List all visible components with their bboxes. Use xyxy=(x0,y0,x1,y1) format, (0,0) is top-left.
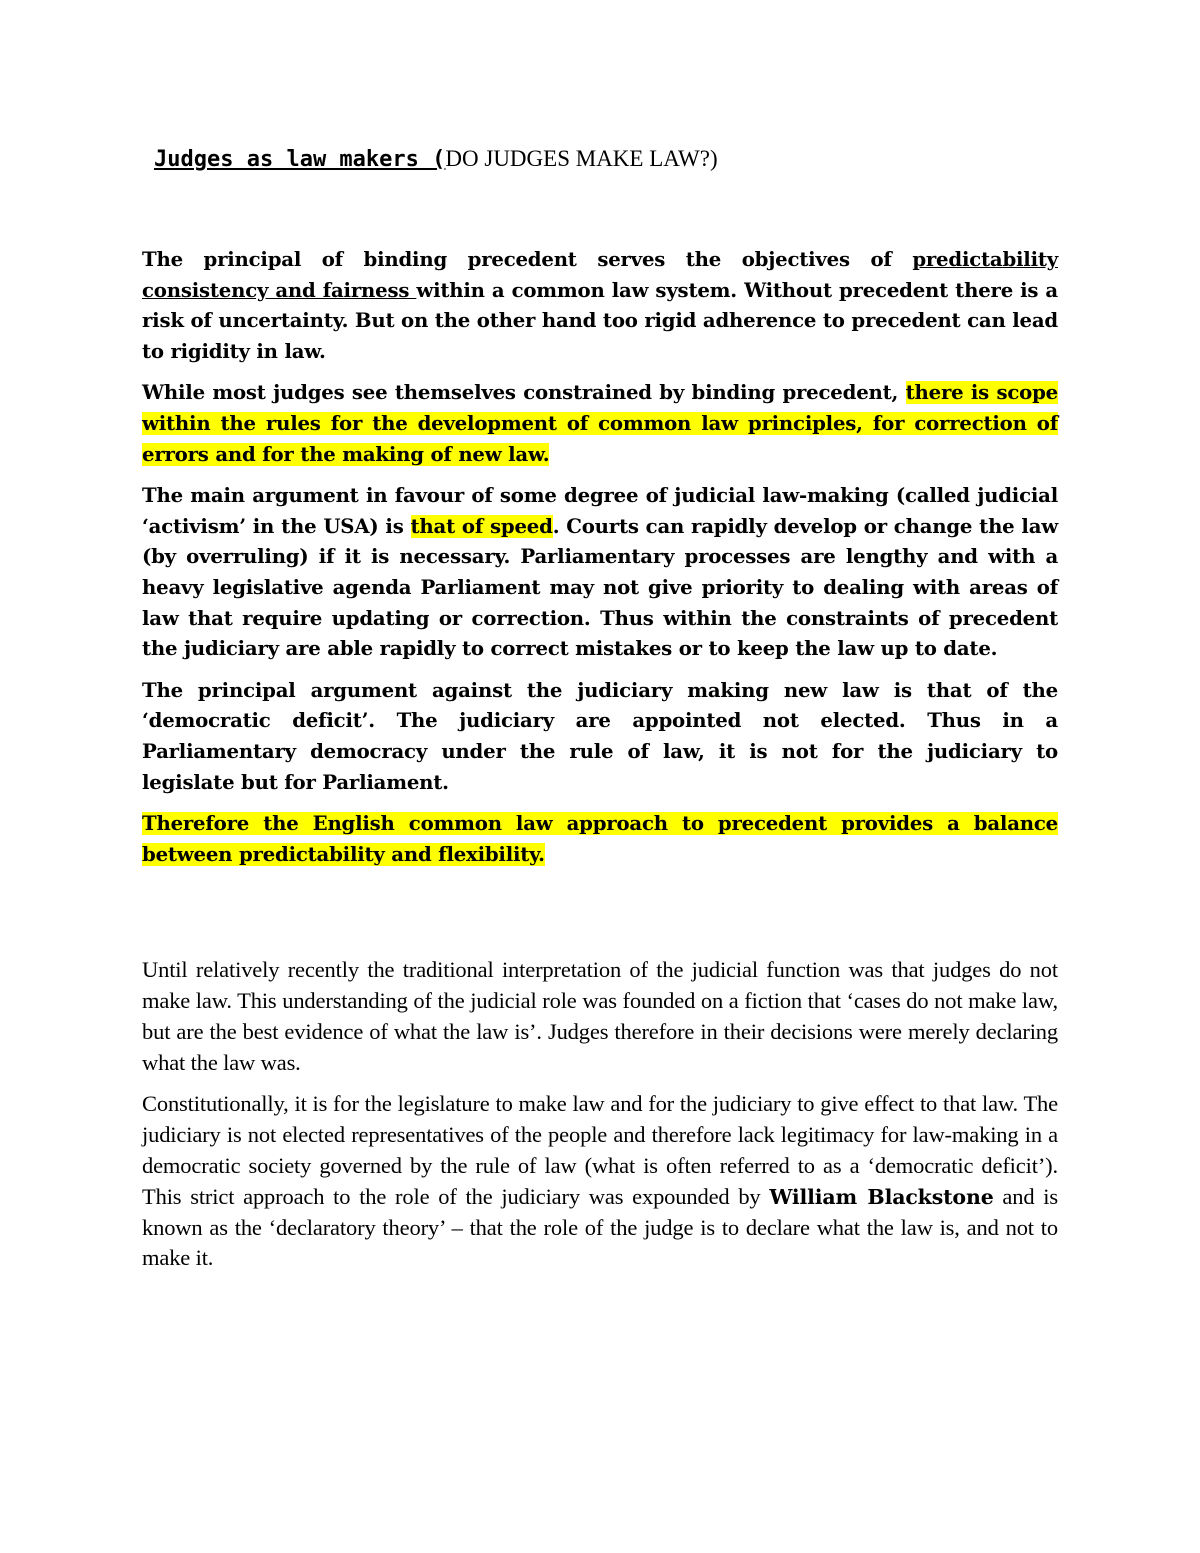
p2-highlighted-text: there is scope within the rules for the development of common law principles, for correction of errors and for the making of new law. xyxy=(142,381,1058,466)
paragraph-conclusion xyxy=(142,809,1058,870)
paragraph-judges-constrained xyxy=(142,378,1058,470)
paragraph-argument-against xyxy=(142,676,1058,798)
p3-text-b: . Courts can rapidly develop or change the law (by overruling) if it is necessary. Parliamentary processes are lengthy and with a heavy legislative agenda Parliament may not give priority to dealing with areas of law that require updating or correction. Thus within the constraints of precedent the judiciary are able rapidly to correct mistakes or to keep the law up to date. xyxy=(142,514,1059,661)
p7-text-b: and is known as the ‘declaratory theory’ – that the role of the judge is to declare what the law is, and not to make it. xyxy=(142,1183,1058,1271)
p1-underlined-text: predictability consistency and fairness xyxy=(142,248,1058,302)
p7-bold-name: William Blackstone xyxy=(769,1184,994,1209)
paragraph-constitutional-role xyxy=(142,1089,1058,1274)
p6-text: Until relatively recently the traditional interpretation of the judicial function was that judges do not make law. This understanding of the judicial role was founded on a fiction that ‘cases do not make law, but are the best evidence of what the law is’. Judges therefore in their decisions were merely declaring what the law was. xyxy=(142,957,1058,1075)
p1-text-b: within a common law system. Without precedent there is a risk of uncertainty. But on the other hand too rigid adherence to precedent can lead to rigidity in law. xyxy=(142,278,1058,363)
p2-text-a: While most judges see themselves constrained by binding precedent, xyxy=(142,381,906,405)
p1-text-a: The principal of binding precedent serves the objectives of xyxy=(142,248,913,271)
p7-text-a: Constitutionally, it is for the legislature to make law and for the judiciary to give effect to that law. The judiciary is not elected representatives of the people and therefore lack legitimacy for law-making in a democratic society governed by the rule of law (what is often referred to as a ‘democratic deficit’). This strict approach to the role of the judiciary was expounded by xyxy=(142,1091,1058,1209)
document-body xyxy=(142,143,1058,1285)
paragraph-argument-in-favour xyxy=(142,481,1058,665)
p5-highlighted-text: Therefore the English common law approach to precedent provides a balance between predictability and flexibility. xyxy=(142,812,1058,866)
title-main: Judges as law makers ( xyxy=(154,147,446,172)
paragraph-binding-precedent xyxy=(142,245,1058,367)
p3-text-a: The main argument in favour of some degree of judicial law-making (called judicial ‘activism’ in the USA) is xyxy=(142,484,1058,538)
p3-highlighted-text: that of speed xyxy=(410,514,553,538)
title-question: DO JUDGES MAKE LAW?) xyxy=(445,146,718,171)
paragraph-traditional-interpretation xyxy=(142,955,1058,1078)
section-gap xyxy=(142,881,1058,955)
document-title xyxy=(154,143,1058,175)
p4-text: The principal argument against the judiciary making new law is that of the ‘democratic deficit’. The judiciary are appointed not elected. Thus in a Parliamentary democracy under the rule of law, it is not for the judiciary to legislate but for Parliament. xyxy=(142,678,1058,794)
